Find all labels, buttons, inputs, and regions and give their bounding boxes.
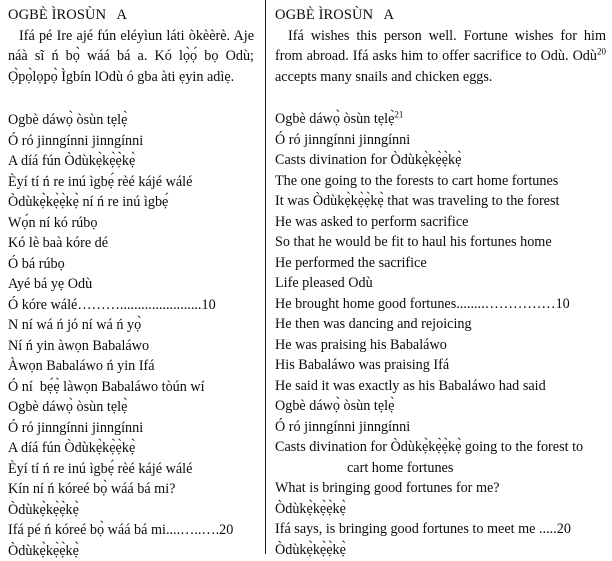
verse-line: The one going to the forests to cart home fortunes bbox=[275, 172, 559, 189]
verse-line: Ní ń yin àwọn Babaláwo bbox=[8, 337, 150, 354]
verse-line: Òdùkẹ̀kẹ̀ẹ̀kẹ̀ ní ń re inú ìgbẹ́ bbox=[8, 194, 169, 211]
verse-line-numbered: Ifá says, is bringing good fortunes to meet me .....20 bbox=[275, 521, 571, 538]
verse-line: He was asked to perform sacrifice bbox=[275, 213, 469, 230]
verse-line: Àwọn Babaláwo ń yin Ifá bbox=[8, 358, 155, 375]
verse-line: Ó ró jinngínni jinngínni bbox=[8, 132, 144, 149]
column-divider bbox=[265, 0, 266, 554]
verse-line-text: Ogbè dáwọ̀ òsùn tẹlẹ̀ bbox=[275, 111, 395, 128]
intro-text-part2: accepts many snails and chicken eggs. bbox=[275, 68, 493, 85]
verse-line-footnoted bbox=[275, 109, 606, 130]
verse-line: Ó ró jinngínni jinngínni bbox=[275, 418, 411, 435]
left-column bbox=[0, 0, 258, 561]
verse-line: Kó lè baà kóre dé bbox=[8, 235, 109, 252]
verse-line: Òdùkẹ̀kẹ̀ẹ̀kẹ̀ bbox=[275, 541, 346, 558]
verse-line: It was Òdùkẹ̀kẹ̀ẹ̀kẹ̀ that was traveling to the forest bbox=[275, 193, 560, 210]
verse-line: A díá fún Òdùkẹ̀kẹ̀ẹ̀kẹ̀ bbox=[8, 153, 136, 170]
verse-line: His Babaláwo was praising Ifá bbox=[275, 357, 450, 374]
verse-line: Ó ró jinngínni jinngínni bbox=[8, 419, 144, 436]
verse-line: He performed the sacrifice bbox=[275, 254, 427, 271]
verse-line: Ogbè dáwọ̀ òsùn tẹlẹ̀ bbox=[275, 398, 395, 415]
verse-line-wrapped bbox=[275, 437, 606, 478]
verse-line: Ayé bá yẹ Odù bbox=[8, 276, 93, 293]
verse-line: A díá fún Òdùkẹ̀kẹ̀ẹ̀kẹ̀ bbox=[8, 440, 136, 457]
verse-line: Òdùkẹ̀kẹ̀ẹ̀kẹ̀ bbox=[275, 500, 346, 517]
verse-line-numbered: Ifá pé ń kóreé bọ̀ wáá bá mi....…..….20 bbox=[8, 522, 234, 539]
verse-line: Ó bá rúbọ bbox=[8, 255, 65, 272]
verse-line: Life pleased Odù bbox=[275, 275, 373, 292]
verse-line: Kín ní ń kóreé bọ̀ wáá bá mi? bbox=[8, 481, 176, 498]
left-column-verse-list bbox=[8, 110, 254, 561]
verse-line: Ogbè dáwọ̀ òsùn tẹlẹ̀ bbox=[8, 399, 128, 416]
verse-line: Ó ró jinngínni jinngínni bbox=[275, 131, 411, 148]
left-column-intro-paragraph: Ifá pé Ire ajé fún eléyìun láti òkèèrè. Aje náà sĩ ń bọ̀ wáá bá a. Kó lọ̀ọ́ bọ Odù; Ọ̀pọ̀lọpọ̀ Ìgbín lOdù ó gba àti ẹyin adìẹ. bbox=[8, 28, 254, 85]
right-column bbox=[271, 0, 612, 560]
verse-line-text: Casts divination for Òdùkẹ̀kẹ̀ẹ̀kẹ̀ going to the forest to bbox=[275, 439, 584, 456]
verse-line: Òdùkẹ̀kẹ̀ẹ̀kẹ̀ bbox=[8, 501, 79, 518]
verse-line: Casts divination for Òdùkẹ̀kẹ̀ẹ̀kẹ̀ bbox=[275, 152, 462, 169]
verse-line: He then was dancing and rejoicing bbox=[275, 316, 472, 333]
right-column-heading: OGBÈ ÌROSÙN A bbox=[275, 7, 395, 23]
verse-line: He said it was exactly as his Babaláwo had said bbox=[275, 377, 546, 394]
verse-line: Ó ní bẹ́ẹ̀ làwọn Babaláwo tòún wí bbox=[8, 378, 205, 395]
left-column-heading: OGBÈ ÌROSÙN A bbox=[8, 7, 128, 23]
verse-line: What is bringing good fortunes for me? bbox=[275, 480, 500, 497]
verse-line: So that he would be fit to haul his fortunes home bbox=[275, 234, 552, 251]
intro-text-part1: Ifá wishes this person well. Fortune wishes for him from abroad. Ifá asks him to offer sacrifice to Odù. Odù bbox=[275, 28, 606, 65]
verse-line: He was praising his Babaláwo bbox=[275, 336, 447, 353]
verse-line: Wọ́n ní kó rúbọ bbox=[8, 214, 98, 231]
right-column-intro-paragraph bbox=[275, 26, 606, 87]
footnote-marker-21: 21 bbox=[394, 109, 404, 120]
verse-line: N ní wá ń jó ní wá ń yọ̀ bbox=[8, 317, 142, 334]
verse-line: Èyí tí ń re inú ìgbẹ́ rèé kájé wálé bbox=[8, 460, 193, 477]
verse-line: Òdùkẹ̀kẹ̀ẹ̀kẹ̀ bbox=[8, 542, 79, 559]
verse-line: Èyí tí ń re inú ìgbẹ́ rèé kájé wálé bbox=[8, 173, 193, 190]
verse-line-continuation: cart home fortunes bbox=[347, 459, 454, 476]
verse-line-numbered: Ó kóre wálé……….......................10 bbox=[8, 296, 216, 313]
footnote-marker-20: 20 bbox=[597, 46, 606, 57]
right-column-verse-list bbox=[275, 109, 606, 560]
verse-line: Ogbè dáwọ̀ òsùn tẹlẹ̀ bbox=[8, 112, 128, 129]
verse-line-numbered: He brought home good fortunes........……………10 bbox=[275, 295, 570, 312]
